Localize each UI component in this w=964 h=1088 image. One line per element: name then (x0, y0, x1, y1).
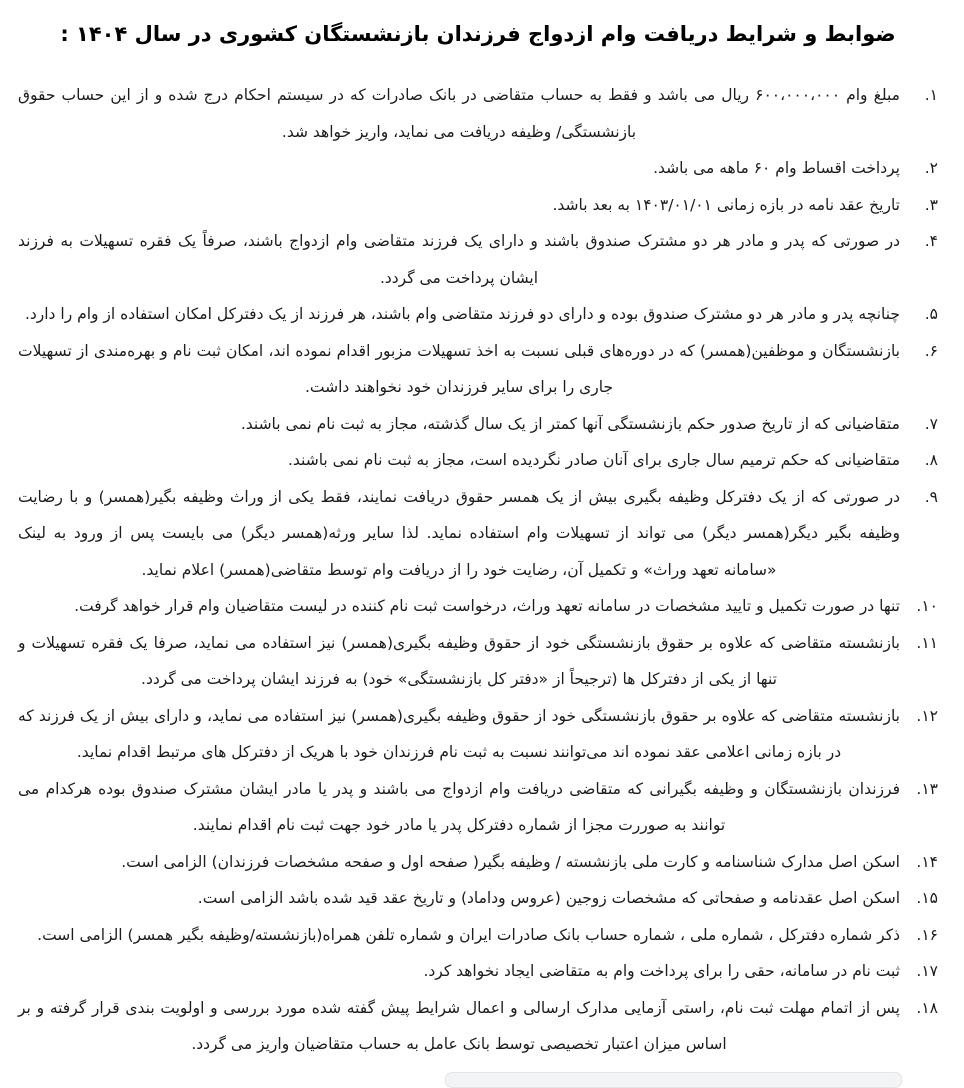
item-text: چنانچه پدر و مادر هر دو مشترک صندوق بوده و دارای دو فرزند متقاضی وام باشند، هر فرزند از یک دفترکل امکان استفاده از وام را دارد. (24, 305, 900, 324)
terms-list (18, 77, 938, 1063)
item-number: ۱۸. (916, 998, 938, 1017)
item-text: پرداخت اقساط وام ۶۰ ماهه می باشد. (653, 159, 900, 178)
item-number: ۶. (924, 341, 938, 360)
item-text: متقاضیانی که از تاریخ صدور حکم بازنشستگی آنها کمتر از یک سال گذشته، مجاز به ثبت نام نمی باشند. (240, 414, 900, 433)
item-text: بازنشسته متقاضی که علاوه بر حقوق بازنشستگی خود از حقوق وظیفه بگیری(همسر) نیز استفاده می نماید، و دارای بیش از یک فرزند که در بازه زمانی اعلامی عقد نموده اند می‌توانند نسبت به ثبت نام فرزندان خود با هریک از دفترکل های مرتبط اقدام نماید. (18, 706, 900, 762)
list-item (18, 187, 938, 224)
list-item (18, 296, 938, 333)
item-text: ثبت نام در سامانه، حقی را برای پرداخت وام به متقاضی ایجاد نخواهد کرد. (423, 962, 900, 981)
list-item (18, 150, 938, 187)
list-item (18, 588, 938, 625)
item-text: اسکن اصل عقدنامه و صفحاتی که مشخصات زوجین (عروس وداماد) و تاریخ عقد قید شده باشد الزامی است. (197, 889, 900, 908)
list-item (18, 990, 938, 1063)
item-number: ۷. (924, 414, 938, 433)
page-title: ضوابط و شرایط دریافت وام ازدواج فرزندان بازنشستگان کشوری در سال ۱۴۰۴ : (60, 22, 896, 46)
list-item (18, 625, 938, 698)
item-number: ۱۴. (916, 852, 938, 871)
item-number: ۱۰. (916, 597, 938, 616)
list-item (18, 406, 938, 443)
item-text: تنها در صورت تکمیل و تایید مشخصات در سامانه تعهد وراث، درخواست ثبت نام کننده در لیست متقاضیان وام قرار خواهد گرفت. (74, 597, 900, 616)
item-number: ۱۱. (916, 633, 938, 652)
item-text: بازنشسته متقاضی که علاوه بر حقوق بازنشستگی خود از حقوق وظیفه بگیری(همسر) نیز استفاده می نماید، صرفا یک فقره تسهیلات و تنها از یکی از دفترکل ها (ترجیحاً از «دفتر کل بازنشستگی» خود) به فرزند ایشان پرداخت می گردد. (18, 633, 900, 689)
item-number: ۱۲. (916, 706, 938, 725)
list-item (18, 917, 938, 954)
item-number: ۱۶. (916, 925, 938, 944)
list-item (18, 442, 938, 479)
item-text: ذکر شماره دفترکل ، شماره ملی ، شماره حساب بانک صادرات ایران و شماره تلفن همراه(بازنشسته/وظیفه بگیر همسر) الزامی است. (37, 925, 900, 944)
item-number: ۱۵. (916, 889, 938, 908)
item-number: ۴. (924, 232, 938, 251)
item-text: در صورتی که پدر و مادر هر دو مشترک صندوق باشند و دارای یک فرزند متقاضی وام ازدواج باشند، صرفاً یک فقره تسهیلات به فرزند ایشان پرداخت می گردد. (18, 232, 900, 287)
item-text: در صورتی که از یک دفترکل وظیفه بگیری بیش از یک همسر حقوق دریافت نمایند، فقط یکی از وراث وظیفه بگیر(همسر) و با رضایت وظیفه بگیر دیگر(همسر دیگر) می تواند از تسهیلات وام استفاده نماید. لذا سایر ورثه(همسر دیگر) می بایست پس از ورود به لینک «سامانه تعهد وراث» و تکمیل آن، رضایت خود را از دریافت وام توسط متقاضی(همسر) اعلام نماید. (18, 487, 900, 579)
list-item (18, 77, 938, 150)
item-number: ۸. (924, 451, 938, 470)
list-item (18, 771, 938, 844)
list-item (18, 880, 938, 917)
item-number: ۲. (924, 159, 938, 178)
item-text: پس از اتمام مهلت ثبت نام، راستی آزمایی مدارک ارسالی و اعمال شرایط پیش گفته شده مورد بررسی و اولویت بندی قرار گرفته و بر اساس میزان اعتبار تخصیصی توسط بانک عامل به حساب متقاضیان واریز می گردد. (18, 998, 900, 1054)
list-item (18, 223, 938, 296)
item-number: ۳. (924, 195, 938, 214)
item-number: ۱. (924, 86, 938, 105)
item-number: ۵. (924, 305, 938, 324)
item-text: تاریخ عقد نامه در بازه زمانی ۱۴۰۳/۰۱/۰۱ به بعد باشد. (552, 195, 900, 214)
item-number: ۱۷. (916, 962, 938, 981)
list-item (18, 333, 938, 406)
bottom-partial-element (445, 1072, 902, 1088)
item-text: بازنشستگان و موظفین(همسر) که در دوره‌های قبلی نسبت به اخذ تسهیلات مزبور اقدام نموده اند، امکان ثبت نام و بهره‌مندی از تسهیلات جاری را برای سایر فرزندان خود نخواهند داشت. (18, 341, 900, 397)
list-item (18, 479, 938, 589)
item-text: مبلغ وام ۶۰۰،۰۰۰،۰۰۰ ریال می باشد و فقط به حساب متقاضی در بانک صادرات که در سیستم احکام درج شده و از این حساب حقوق بازنشستگی/ وظیفه دریافت می نماید، واریز خواهد شد. (18, 86, 900, 141)
list-item (18, 844, 938, 881)
item-number: ۹. (924, 487, 938, 506)
list-item (18, 698, 938, 771)
item-text: متقاضیانی که حکم ترمیم سال جاری برای آنان صادر نگردیده است، مجاز به ثبت نام نمی باشند. (287, 451, 900, 470)
list-item (18, 953, 938, 990)
item-text: فرزندان بازنشستگان و وظیفه بگیرانی که متقاضی دریافت وام ازدواج می باشند و پدر یا مادر ایشان مشترک صندوق بوده هرکدام می توانند به صوررت مجزا از شماره دفترکل پدر یا مادر خود جهت ثبت نام اقدام نمایند. (18, 779, 900, 835)
item-text: اسکن اصل مدارک شناسنامه و کارت ملی بازنشسته / وظیفه بگیر( صفحه اول و صفحه مشخصات فرزندان) الزامی است. (121, 852, 900, 871)
item-number: ۱۳. (916, 779, 938, 798)
